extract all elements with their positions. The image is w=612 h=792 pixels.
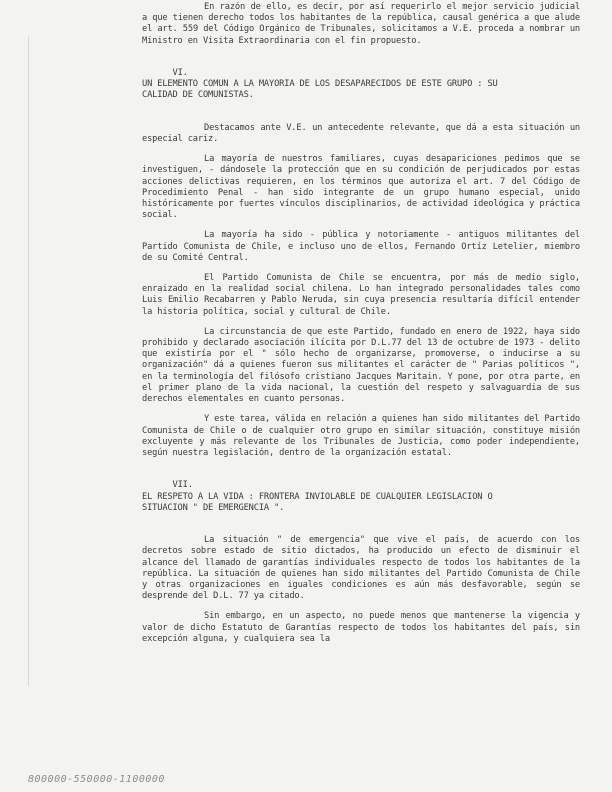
section-number: VI. <box>172 68 188 79</box>
archive-stamp: 800000-550000-1100000 <box>28 774 165 785</box>
paragraph-8: La situación " de emergencia" que vive el país, de acuerdo con los decretos sobre estado de sitio dictados, ha producido un efecto de disminuir el alcance del llamado de garantías individuales respecto de todos los habitantes de la república. La situación de quienes han sido militantes del Partido Comunista de Chile y otras organizaciones en iguales condiciones es aún más desfavorable, según se desprende del D.L. 77 ya citado. <box>142 535 586 602</box>
paragraph-6: La circunstancia de que este Partido, fundado en enero de 1922, haya sido prohibido y declarado asociación ilícita por D.L.77 del 13 de octubre de 1973 - delito que existiría por el " sólo hecho de organizarse, promoverse, o inducirse a su organización" dá a quienes fueron sus militantes el carácter de " Parias políticos ", en la terminología del filósofo cristiano Jacques Maritain. Y pone, por otra parte, en el primer plano de la vida nacional, la cuestión del respeto y salvaguardia de sus derechos elementales en cuanto personas. <box>142 326 586 405</box>
section-number: VII. <box>172 480 193 491</box>
paragraph-2: Destacamos ante V.E. un antecedente relevante, que dá a esta situación un especial cariz. <box>142 122 586 145</box>
section-title: UN ELEMENTO COMUN A LA MAYORIA DE LOS DESAPARECIDOS DE ESTE GRUPO : SU CALIDAD DE COMUNISTAS. <box>142 79 503 101</box>
paragraph-5: El Partido Comunista de Chile se encuentra, por más de medio siglo, enraizado en la realidad social chilena. Lo han integrado personalidades tales como Luis Emilio Recabarren y Pablo Neruda, sin cuya presencia resultaría difícil entender la historia política, social y cultural de Chile. <box>142 273 586 317</box>
paragraph-4: La mayoría ha sido - pública y notoriamente - antiguos militantes del Partido Comunista de Chile, e incluso uno de ellos, Fernando Ortíz Letelier, miembro de su Comité Central. <box>142 230 586 263</box>
section-heading-vii <box>142 469 580 525</box>
document-body <box>142 2 586 645</box>
scan-edge-line <box>28 36 29 686</box>
paragraph-3: La mayoría de nuestros familiares, cuyas desapariciones pedimos que se investiguen, - dándosele la protección que en su condición de perjudicados por estas acciones delictivas requieren, en los términos que autoriza el art. 7 del Código de Procedimiento Penal - han sido integrante de un grupo humano especial, unido históricamente por fuertes vínculos disciplinarios, de actividad ideológica y práctica social. <box>142 154 586 221</box>
paragraph-9: Sin embargo, en un aspecto, no puede menos que mantenerse la vigencia y valor de dicho Estatuto de Garantías respecto de todos los habitantes del país, sin excepción alguna, y cualquiera sea la <box>142 611 586 644</box>
paragraph-7: Y este tarea, válida en relación a quienes han sido militantes del Partido Comunista de Chile o de cualquier otro grupo en similar situación, constituye misión excluyente y más relevante de los Tribunales de Justicia, como poder independiente, según nuestra legislación, dentro de la organización estatal. <box>142 414 586 458</box>
paragraph-1: En razón de ello, es decir, por así requerirlo el mejor servicio judicial a que tienen derecho todos los habitantes de la república, causal genérica a que alude el art. 559 del Código Orgánico de Tribunales, solicitamos a V.E. proceda a nombrar un Ministro en Visita Extraordinaria con el fin propuesto. <box>142 2 586 46</box>
section-title: EL RESPETO A LA VIDA : FRONTERA INVIOLABLE DE CUALQUIER LEGISLACION O SITUACION " DE EMERGENCIA ". <box>142 491 498 513</box>
section-heading-vi <box>142 57 580 113</box>
